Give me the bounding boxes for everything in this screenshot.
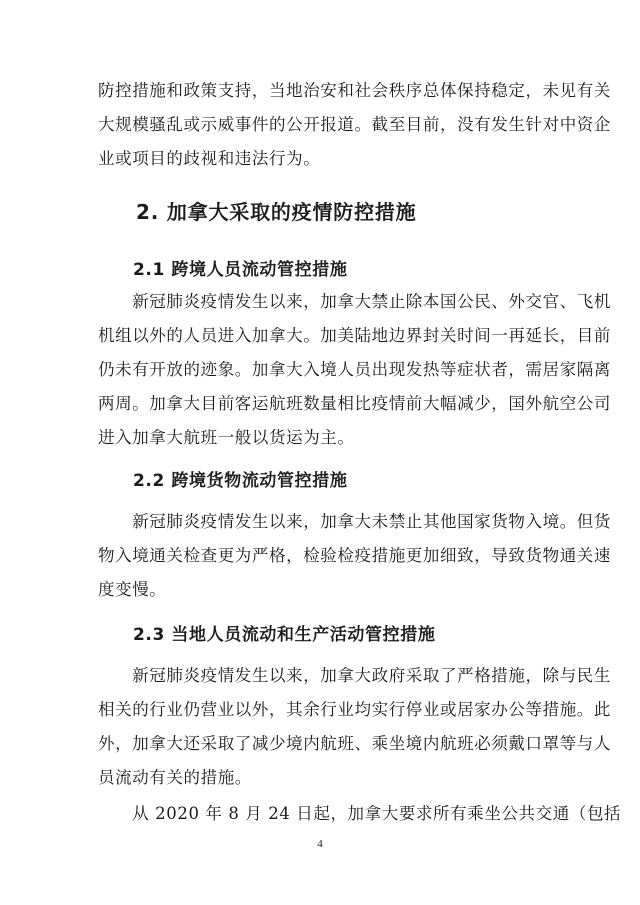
text-line: 仍未有开放的迹象。加拿大入境人员出现发热等症状者，需居家隔离 (98, 360, 611, 379)
text-line: 外，加拿大还采取了减少境内航班、乘坐境内航班必须戴口罩等与人 (98, 734, 611, 753)
text-line: 度变慢。 (98, 580, 167, 599)
text-line: 物入境通关检查更为严格，检验检疫措施更加细致，导致货物通关速 (98, 546, 611, 565)
text-line: 防控措施和政策支持，当地治安和社会秩序总体保持稳定，未见有关 (98, 81, 611, 100)
text-line: 大规模骚乱或示威事件的公开报道。截至目前，没有发生针对中资企 (98, 115, 611, 134)
text-line: 机组以外的人员进入加拿大。加美陆地边界封关时间一再延长，目前 (98, 326, 611, 345)
subsection-heading-2-3: 2.3 当地人员流动和生产活动管控措施 (133, 625, 436, 645)
section-heading: 2. 加拿大采取的疫情防控措施 (136, 200, 417, 224)
subsection-2-1-paragraph (98, 285, 611, 455)
text-line: 两周。加拿大目前客运航班数量相比疫情前大幅减少，国外航空公司 (98, 394, 611, 413)
text-line: 新冠肺炎疫情发生以来，加拿大政府采取了严格措施，除与民生 (98, 666, 611, 685)
text-line: 从 2020 年 8 月 24 日起，加拿大要求所有乘坐公共交通（包括 (98, 804, 622, 823)
page-number: 4 (317, 838, 323, 850)
subsection-heading-2-2: 2.2 跨境货物流动管控措施 (133, 471, 348, 491)
subsection-heading-2-1: 2.1 跨境人员流动管控措施 (133, 260, 348, 280)
text-line: 业或项目的歧视和违法行为。 (98, 149, 321, 168)
text-line: 进入加拿大航班一般以货运为主。 (98, 428, 355, 447)
text-line: 新冠肺炎疫情发生以来，加拿大禁止除本国公民、外交官、飞机 (98, 292, 611, 311)
subsection-2-2-paragraph (98, 505, 611, 607)
text-line: 新冠肺炎疫情发生以来，加拿大未禁止其他国家货物入境。但货 (98, 512, 611, 531)
text-line: 相关的行业仍营业以外，其余行业均实行停业或居家办公等措施。此 (98, 700, 611, 719)
intro-paragraph (98, 74, 611, 176)
text-line: 员流动有关的措施。 (98, 768, 252, 787)
subsection-2-3-paragraph (98, 659, 611, 795)
closing-paragraph (98, 797, 622, 831)
